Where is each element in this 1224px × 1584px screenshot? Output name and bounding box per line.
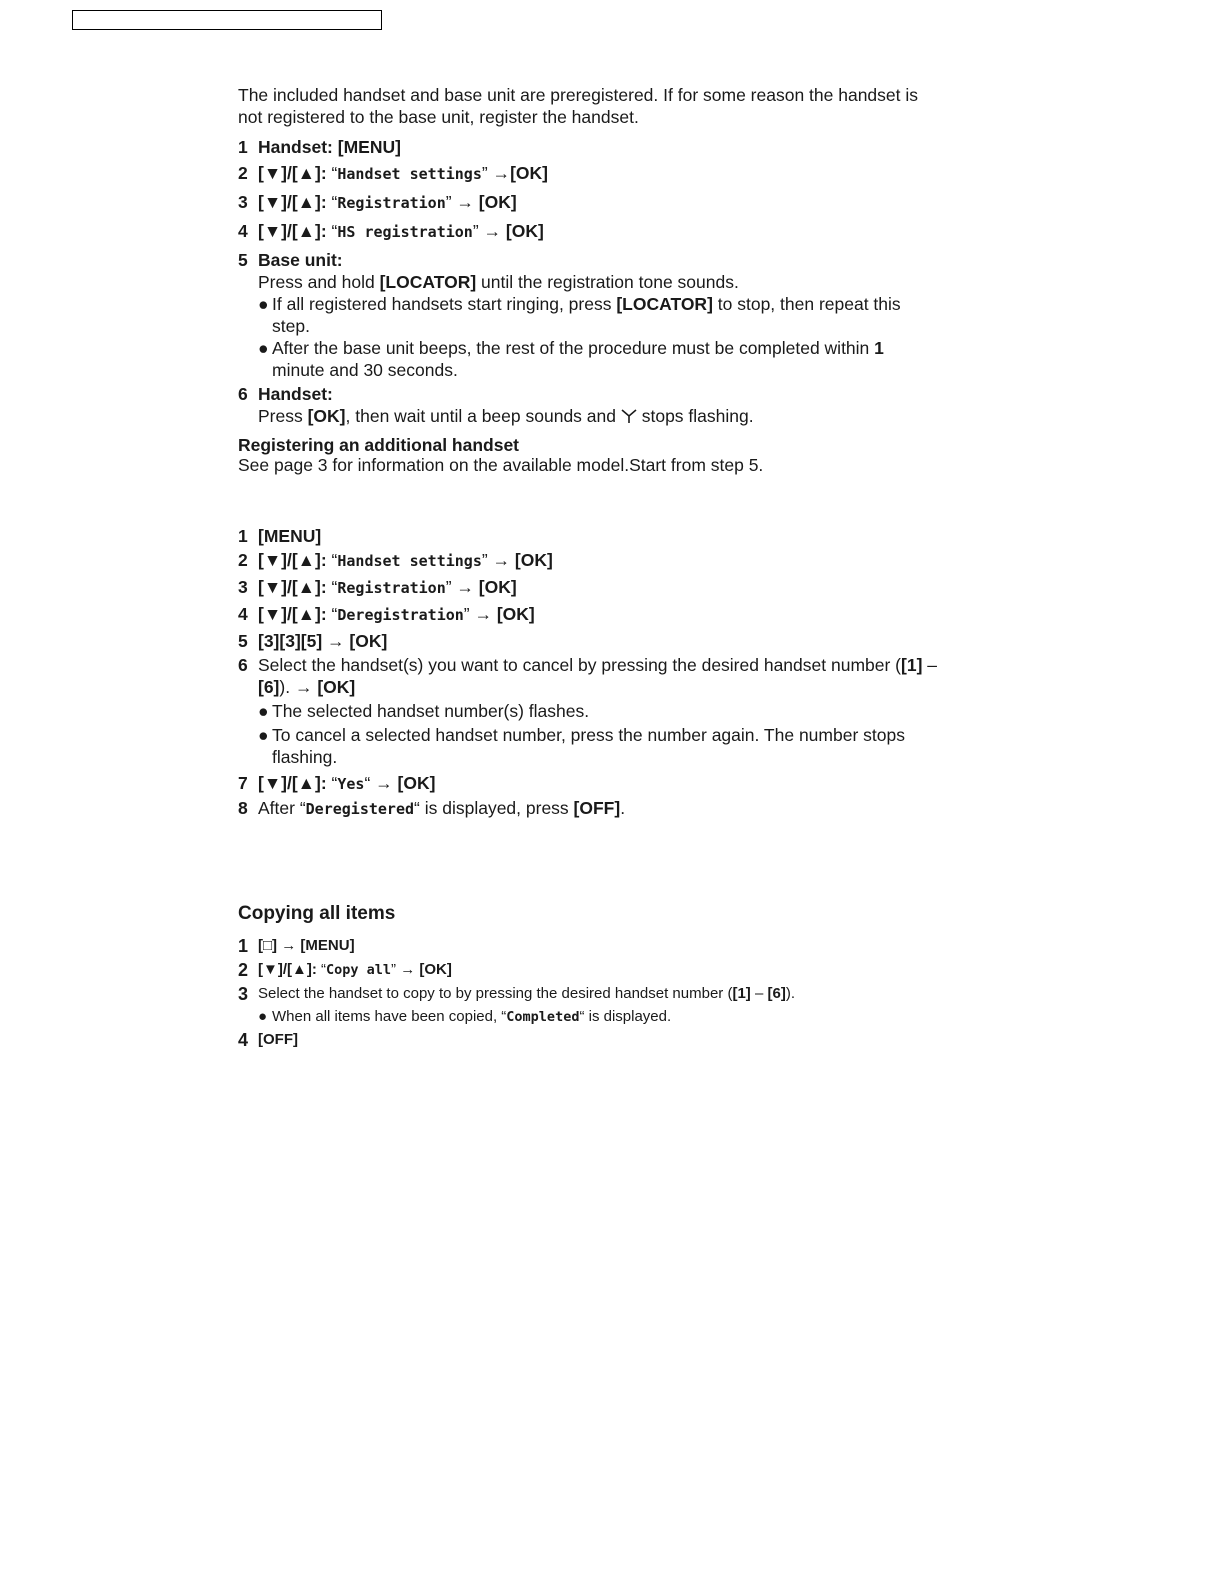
bullet-icon: ● (258, 338, 269, 358)
step-number: 1 (238, 137, 248, 157)
number-key: [1] (901, 655, 923, 675)
display-text: Yes (337, 775, 365, 793)
reg-step-1 (238, 136, 938, 158)
reg-step-2: 2 [▼]/[▲]: “Handset settings” →[OK] (238, 163, 548, 183)
dereg-step-6-note-1: ● The selected handset number(s) flashes. (258, 701, 590, 721)
display-text: HS registration (337, 223, 473, 241)
antenna-icon (621, 406, 637, 426)
step-number: 4 (238, 1030, 249, 1050)
navigator-keys: [▼]/[▲]: (258, 163, 327, 183)
copy-step-3: 3 Select the handset to copy to by pressing the desired handset number ([1] – [6]). (238, 984, 796, 1004)
copy-step-2: 2 [▼]/[▲]: “Copy all” → [OK] (238, 960, 452, 980)
display-text: Registration (337, 194, 446, 212)
subsection-title: Registering an additional handset (238, 435, 520, 455)
copy-step-1: 1 [□] → [MENU] (238, 936, 355, 956)
step-number: 4 (238, 221, 248, 241)
dereg-step-8: 8 After “Deregistered“ is displayed, press [OFF]. (238, 798, 626, 818)
code-keys: [3][3][5] (258, 631, 323, 651)
ok-key: [OK] (510, 163, 548, 183)
reg-step-5: 5 Base unit: Press and hold [LOCATOR] until the registration tone sounds. (238, 249, 938, 293)
ok-key: [OK] (349, 631, 388, 651)
step-number: 7 (238, 773, 248, 793)
dereg-step-5: 5 [3][3][5] → [OK] (238, 631, 388, 651)
display-text: Deregistration (337, 606, 464, 624)
step-number: 2 (238, 163, 248, 183)
reg-step-4: 4 [▼]/[▲]: “HS registration” → [OK] (238, 221, 544, 241)
display-text: Completed (506, 1009, 580, 1025)
navigator-keys: [▼]/[▲]: (258, 550, 327, 570)
display-text: Handset settings (337, 165, 482, 183)
step-number: 4 (238, 604, 248, 624)
dereg-step-4: 4 [▼]/[▲]: “Deregistration” → [OK] (238, 604, 535, 624)
ok-key: [OK] (317, 677, 356, 697)
ok-key: [OK] (478, 577, 517, 597)
locator-key: [LOCATOR] (379, 272, 477, 292)
display-text: Handset settings (337, 552, 482, 570)
deregistration-section (238, 525, 938, 820)
off-key: [OFF] (258, 1031, 298, 1048)
display-text: Deregistered (305, 800, 415, 818)
navigator-keys: [▼]/[▲]: (258, 604, 327, 624)
number-key: [1] (732, 985, 751, 1002)
reg-step-5-note-1: ● If all registered handsets start ringing, press [LOCATOR] to stop, then repeat this step. (258, 294, 901, 336)
step-number: 2 (238, 960, 249, 980)
step-number: 8 (238, 798, 248, 818)
step-number: 1 (238, 936, 249, 956)
off-key: [OFF] (573, 798, 621, 818)
step-number: 5 (238, 631, 248, 651)
dereg-step-3: 3 [▼]/[▲]: “Registration” → [OK] (238, 577, 517, 597)
step-label: Handset: (258, 384, 333, 404)
intro-paragraph: The included handset and base unit are preregistered. If for some reason the handset is not registered to the base unit, register the handset. (238, 85, 919, 127)
ok-key: [OK] (514, 550, 553, 570)
ok-key: [OK] (307, 406, 346, 426)
step-number: 3 (238, 192, 248, 212)
header-box (72, 10, 382, 30)
menu-key: [MENU] (300, 937, 355, 954)
menu-key: [MENU] (337, 137, 401, 157)
reg-step-3: 3 [▼]/[▲]: “Registration” → [OK] (238, 192, 517, 212)
navigator-keys: [▼]/[▲]: (258, 577, 327, 597)
locator-key: [LOCATOR] (616, 294, 713, 314)
bullet-icon: ● (258, 701, 269, 721)
step-number: 6 (238, 655, 248, 675)
copy-step-3-note: ● When all items have been copied, “Completed“ is displayed. (238, 1006, 938, 1028)
navigator-keys: [▼]/[▲]: (258, 192, 327, 212)
bullet-icon: ● (258, 725, 269, 745)
dereg-step-6-note-2: ● To cancel a selected handset number, press the number again. The number stops flashing. (258, 725, 905, 767)
display-text: Copy all (326, 962, 392, 978)
section-title: Copying all items (238, 903, 396, 924)
number-key: [6] (258, 677, 280, 697)
navigator-keys: [▼]/[▲]: (258, 773, 327, 793)
display-text: Registration (337, 579, 446, 597)
step-number: 3 (238, 577, 248, 597)
step-label: Handset: (258, 137, 333, 157)
dereg-step-6: 6 Select the handset(s) you want to cancel by pressing the desired handset number ([1] – [6]). → [OK] (238, 655, 938, 697)
ok-key: [OK] (496, 604, 535, 624)
reg-step-5-note-2: ● After the base unit beeps, the rest of the procedure must be completed within 1 minute and 30 seconds. (258, 338, 884, 380)
ok-key: [OK] (478, 192, 517, 212)
ok-key: [OK] (419, 961, 452, 978)
navigator-keys: [▼]/[▲]: (258, 221, 327, 241)
dereg-step-2: 2 [▼]/[▲]: “Handset settings” → [OK] (238, 550, 553, 570)
subsection-text: See page 3 for information on the available model.Start from step 5. (238, 455, 764, 475)
dereg-step-7: 7 [▼]/[▲]: “Yes“ → [OK] (238, 773, 436, 793)
registration-section (238, 84, 938, 475)
bullet-icon: ● (258, 1008, 268, 1025)
step-number: 1 (238, 526, 248, 546)
bullet-icon: ● (258, 294, 269, 314)
step-label: Base unit: (258, 250, 343, 270)
step-number: 3 (238, 984, 249, 1004)
step-number: 6 (238, 384, 248, 404)
book-key: [□] (258, 937, 278, 954)
copy-section (238, 902, 938, 1052)
navigator-keys: [▼]/[▲]: (258, 961, 317, 978)
menu-key: [MENU] (258, 526, 322, 546)
number-key: [6] (767, 985, 786, 1002)
reg-step-6: 6 Handset: Press [OK], then wait until a beep sounds and stops flashing. (238, 383, 938, 427)
ok-key: [OK] (505, 221, 544, 241)
ok-key: [OK] (397, 773, 436, 793)
step-number: 5 (238, 250, 248, 270)
copy-step-4 (238, 1028, 938, 1052)
dereg-step-1 (238, 525, 938, 547)
step-number: 2 (238, 550, 248, 570)
